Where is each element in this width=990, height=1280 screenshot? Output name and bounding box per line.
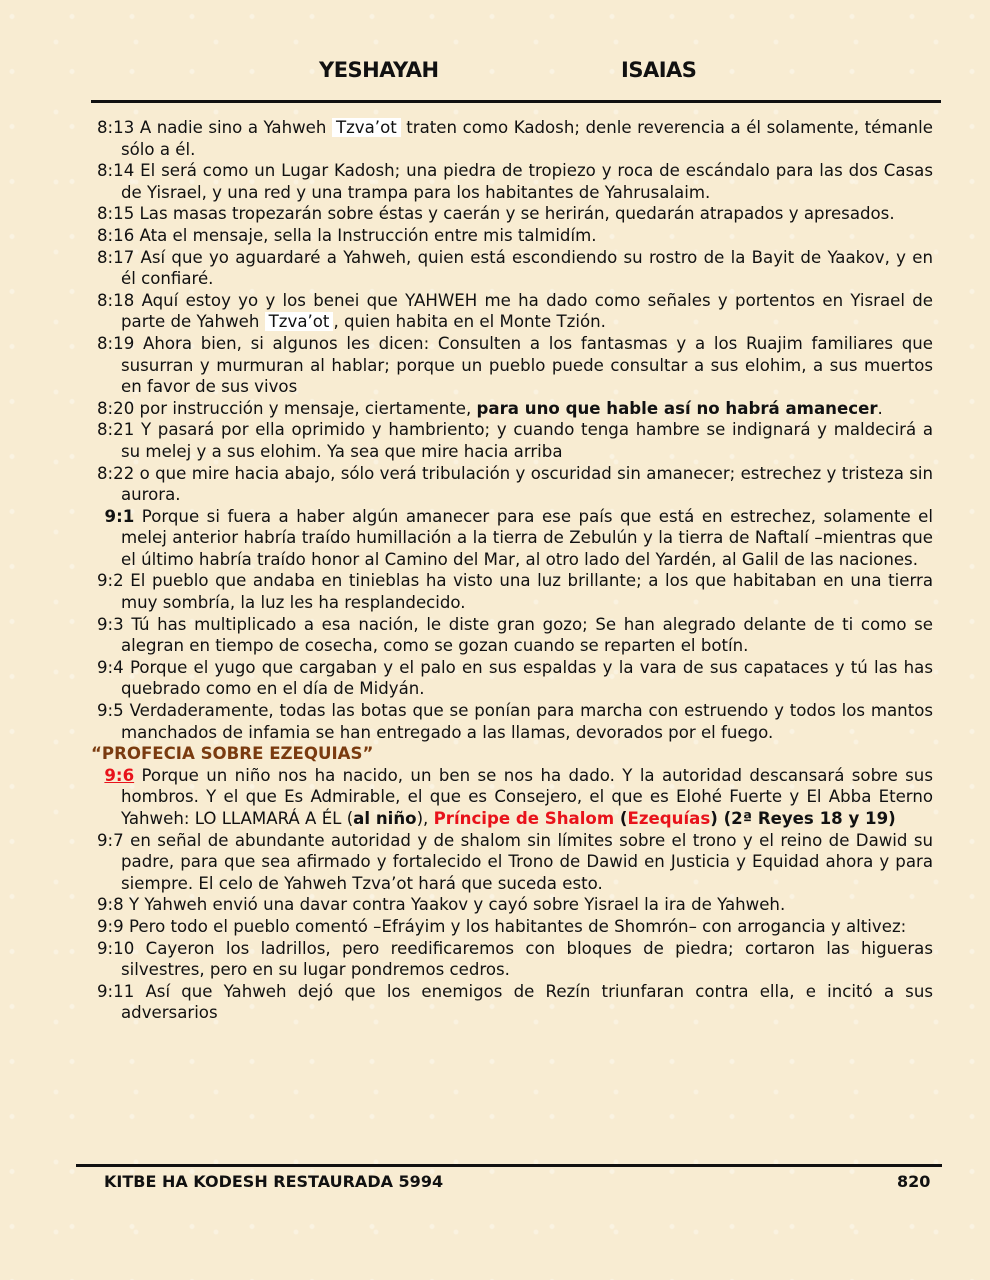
verse-9-9: 9:9 Pero todo el pueblo comentó –Efráyim y los habitantes de Shomrón– con arrogancia y altivez: bbox=[97, 916, 907, 936]
highlight-tzvaot: Tzva’ot bbox=[265, 312, 334, 331]
verse-9-1: 9:1 Porque si fuera a haber algún amanecer para ese país que está en estrechez, solamente el melej anterior habría traído humillación a la tierra de Zebulún y la tierra de Naftalí –mientras que el último habría traído honor al Camino del Mar, al otro lado del Yardén, al Galil de las naciones. bbox=[104, 506, 934, 569]
footer-rule bbox=[76, 1164, 942, 1167]
verse-9-6: 9:6 Porque un niño nos ha nacido, un ben se nos ha dado. Y la autoridad descansará sobre sus hombros. Y el que Es Admirable, el que es Consejero, el que es Elohé Fuerte y El Abba Eterno Yahweh: LO LLAMARÁ A ÉL (al niño), Príncipe de Shalom (Ezequías) (2ª Reyes 18 y 19) bbox=[104, 765, 933, 828]
verse-9-11: 9:11 Así que Yahweh dejó que los enemigos de Rezín triunfaran contra ella, e incitó a sus adversarios bbox=[97, 981, 933, 1023]
verse-8-19: 8:19 Ahora bien, si algunos les dicen: Consulten a los fantasmas y a los Ruajim familiares que susurran y murmuran al hablar; porque un pueblo puede consultar a sus elohim, a sus muertos en favor de sus vivos bbox=[97, 333, 933, 397]
verse-9-2: 9:2 El pueblo que andaba en tinieblas ha visto una luz brillante; a los que habitaban en una tierra muy sombría, la luz les ha resplandecido. bbox=[97, 571, 933, 613]
header-rule bbox=[91, 100, 941, 103]
verse-8-20: 8:20 por instrucción y mensaje, ciertamente, para uno que hable así no habrá amanecer. bbox=[97, 398, 883, 418]
verse-9-7: 9:7 en señal de abundante autoridad y de shalom sin límites sobre el trono y el reino de Dawid su padre, para que sea afirmado y fortalecido el Trono de Dawid en Justicia y Equidad ahora y para siempre. El celo de Yahweh Tzva’ot hará que suceda esto. bbox=[97, 830, 933, 893]
verse-8-14: 8:14 El será como un Lugar Kadosh; una piedra de tropiezo y roca de escándalo para las dos Casas de Yisrael, y una red y una trampa para los habitantes de Yahrusalaim. bbox=[97, 161, 933, 202]
section-heading: “PROFECIA SOBRE EZEQUIAS” bbox=[91, 744, 374, 764]
footer-title: KITBE HA KODESH RESTAURADA 5994 bbox=[104, 1172, 444, 1191]
verse-9-8: 9:8 Y Yahweh envió una davar contra Yaakov y cayó sobre Yisrael la ira de Yahweh. bbox=[97, 895, 786, 915]
verse-8-22: 8:22 o que mire hacia abajo, sólo verá tribulación y oscuridad sin amanecer; estrechez y tristeza sin aurora. bbox=[97, 463, 933, 505]
page-header bbox=[0, 58, 990, 88]
verse-9-4: 9:4 Porque el yugo que cargaban y el palo en sus espaldas y la vara de sus capataces y tú las has quebrado como en el día de Midyán. bbox=[97, 657, 933, 699]
verse-8-17: 8:17 Así que yo aguardaré a Yahweh, quien está escondiendo su rostro de la Bayit de Yaakov, y en él confiaré. bbox=[97, 247, 933, 289]
verse-8-15: 8:15 Las masas tropezarán sobre éstas y caerán y se herirán, quedarán atrapados y apresados. bbox=[97, 204, 895, 224]
verse-9-5: 9:5 Verdaderamente, todas las botas que se ponían para marcha con estruendo y todos los mantos manchados de infamia se han entregado a las llamas, devorados por el fuego. bbox=[97, 701, 933, 742]
header-spanish-title: ISAIAS bbox=[621, 58, 697, 82]
verse-8-21: 8:21 Y pasará por ella oprimido y hambriento; y cuando tenga hambre se indignará y maldecirá a su melej y a sus elohim. Ya sea que mire hacia arriba bbox=[97, 420, 933, 461]
scripture-body bbox=[91, 117, 934, 1024]
verse-9-3: 9:3 Tú has multiplicado a esa nación, le diste gran gozo; Se han alegrado delante de ti como se alegran en tiempo de cosecha, como se gozan cuando se reparten el botín. bbox=[97, 614, 933, 656]
highlight-tzvaot: Tzva’ot bbox=[332, 118, 401, 137]
verse-8-18: 8:18 Aquí estoy yo y los benei que YAHWEH me ha dado como señales y portentos en Yisrael de parte de Yahweh Tzva’ot , quien habita en el Monte Tzión. bbox=[97, 290, 934, 332]
page-footer bbox=[0, 1172, 990, 1196]
verse-8-16: 8:16 Ata el mensaje, sella la Instrucción entre mis talmidím. bbox=[97, 225, 597, 245]
header-hebrew-title: YESHAYAH bbox=[319, 58, 439, 82]
page-number: 820 bbox=[897, 1172, 931, 1191]
verse-8-13: 8:13 A nadie sino a Yahweh Tzva’ot traten como Kadosh; denle reverencia a él solamente, témanle sólo a él. bbox=[97, 118, 933, 159]
verse-9-10: 9:10 Cayeron los ladrillos, pero reedificaremos con bloques de piedra; cortaron las higueras silvestres, pero en su lugar pondremos cedros. bbox=[97, 938, 933, 980]
